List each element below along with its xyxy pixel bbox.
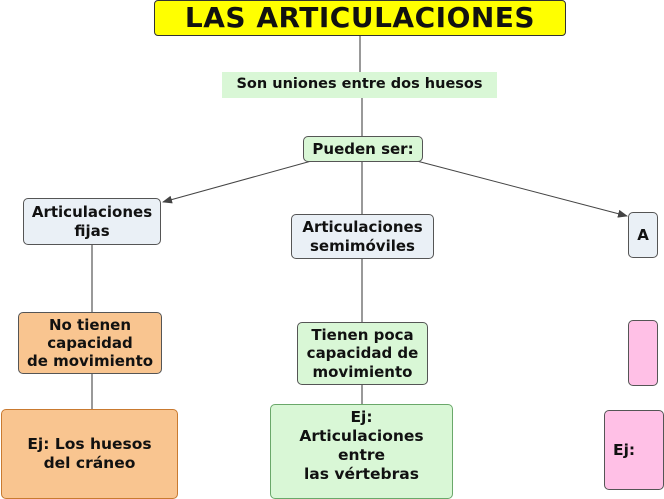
fixed-joints-example: Ej: Los huesos del cráneo bbox=[1, 409, 178, 499]
types-intro-node: Pueden ser: bbox=[303, 136, 423, 162]
semimobile-joints-example: Ej: Articulaciones entre las vértebras bbox=[270, 404, 453, 499]
definition-node: Son uniones entre dos huesos bbox=[222, 72, 497, 98]
fixed-joints-node: Articulaciones fijas bbox=[23, 198, 161, 245]
arrow-to-third-type bbox=[413, 160, 627, 216]
semimobile-joints-node: Articulaciones semimóviles bbox=[291, 214, 434, 259]
diagram-title: LAS ARTICULACIONES bbox=[154, 0, 566, 36]
fixed-joints-description: No tienen capacidad de movimiento bbox=[18, 312, 162, 374]
third-joint-type-node: A bbox=[628, 212, 658, 258]
third-joint-description bbox=[628, 320, 658, 386]
third-joint-example: Ej: bbox=[604, 410, 664, 490]
semimobile-joints-description: Tienen poca capacidad de movimiento bbox=[297, 322, 428, 385]
arrow-to-fijas bbox=[163, 160, 315, 202]
